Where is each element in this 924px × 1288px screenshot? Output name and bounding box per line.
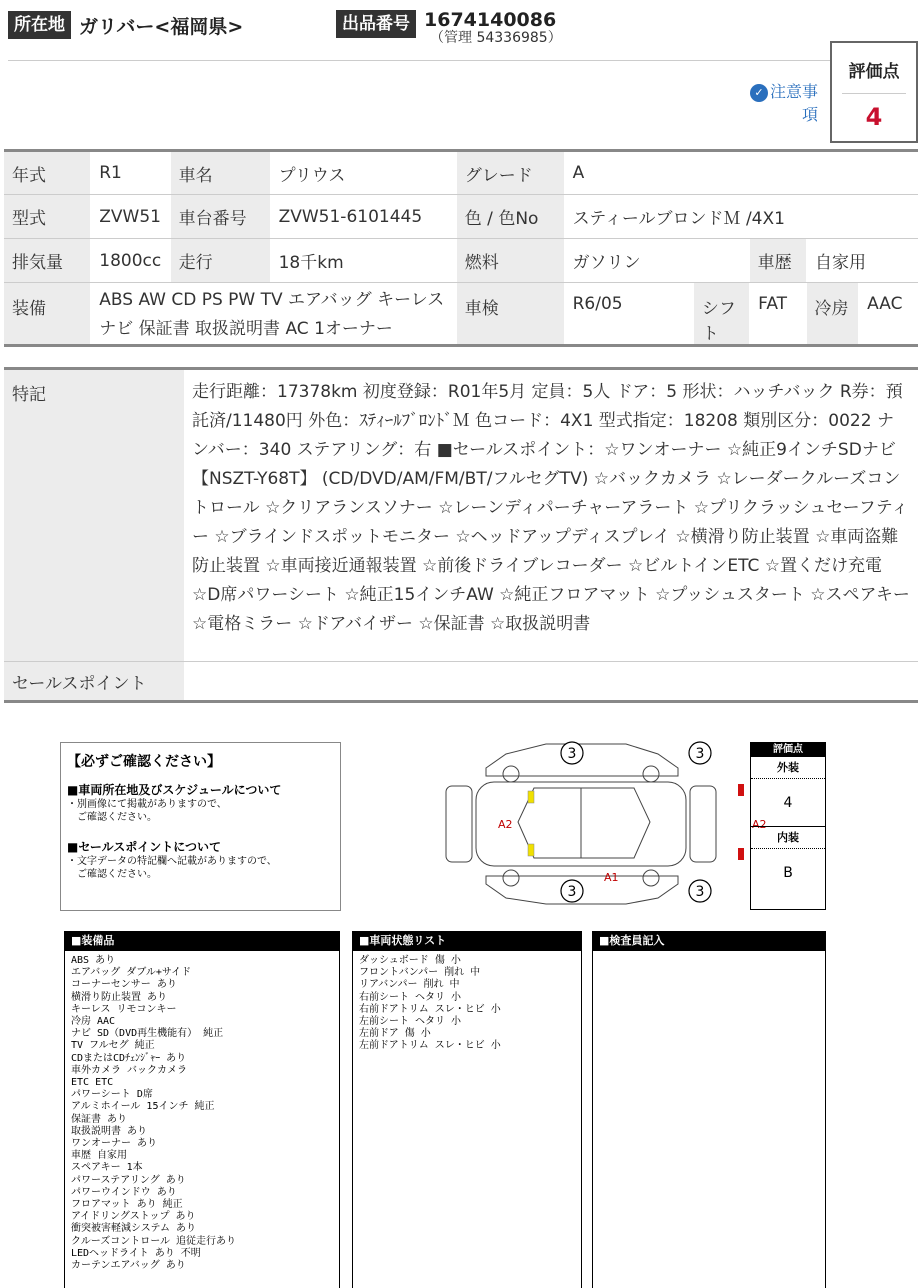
confirm-body-1a: ・別画像にて掲載がありますので、	[67, 799, 227, 810]
mark-a2-right: A2	[752, 818, 767, 831]
color-value: スティールブロンドＭ /4X1	[564, 195, 918, 239]
name-key: 車名	[171, 151, 270, 195]
chassis-value: ZVW51-6101445	[270, 195, 457, 239]
inspector-box	[592, 931, 826, 1288]
inspection-sheet	[60, 736, 830, 1288]
score-value: 4	[865, 103, 883, 131]
history-key: 車歴	[750, 239, 807, 283]
spec-row	[4, 283, 918, 346]
year-value: R1	[91, 151, 171, 195]
mark-circle-4: 3	[695, 884, 705, 900]
model-value: ZVW51	[91, 195, 171, 239]
lot-label: 出品番号	[336, 10, 416, 38]
confirm-heading-2: ■セールスポイントについて	[67, 840, 222, 854]
notes-value: 走行距離：17378km 初度登録：R01年5月 定員：5人 ドア：5 形状：ハッチバック R券：預託済/11480円 外色：ｽﾃｨｰﾙﾌﾞﾛﾝﾄﾞＭ 色コード：4X1 型式指定：18208 類別区分：0022 ナンバー：340 ステアリング：右 ■セールスポイント：☆ワンオーナー ☆純正9インチSDナビ【NSZT-Y68T】 (CD/DVD/AM/FM/BT/フルセグTV) ☆バックカメラ ☆レーダークルーズコントロール ☆クリアランスソナー ☆レーンディパーチャーアラート ☆プリクラッシュセーフティー ☆ブラインドスポットモニター ☆ヘッドアップディスプレイ ☆横滑り防止装置 ☆車両盗難防止装置 ☆車両接近通報装置 ☆前後ドライブレコーダー ☆ビルトインETC ☆置くだけ充電 ☆D席パワーシート ☆純正15インチAW ☆純正フロアマット ☆プッシュスタート ☆スペアキー ☆電格ミラー ☆ドアバイザー ☆保証書 ☆取扱説明書	[184, 369, 918, 662]
equipment-key: 装備	[4, 283, 91, 346]
confirm-heading-1: ■車両所在地及びスケジュールについて	[67, 783, 282, 797]
mark-a1: A1	[604, 871, 619, 884]
spec-row	[4, 195, 918, 239]
equipment-value: ABS AW CD PS PW TV エアバッグ キーレス ナビ 保証書 取扱説明書 AC 1オーナー	[91, 283, 457, 346]
exterior-label: 外装	[751, 757, 825, 779]
spec-table	[4, 149, 918, 347]
name-value: プリウス	[270, 151, 457, 195]
chassis-key: 車台番号	[171, 195, 270, 239]
damage-mark-yellow	[528, 791, 534, 803]
spec-row	[4, 239, 918, 283]
model-key: 型式	[4, 195, 91, 239]
sales-row	[4, 662, 918, 702]
damage-mark-red	[738, 784, 744, 796]
shift-value: FAT	[750, 283, 807, 346]
damage-mark-red	[738, 848, 744, 860]
equipment-list-box	[64, 931, 340, 1288]
grade-value: A	[564, 151, 918, 195]
inspection-value: R6/05	[564, 283, 694, 346]
equipment-list: ABS あり エアバッグ ダブル+サイド コーナーセンサー あり 横滑り防止装置 あり キーレス リモコンキー 冷房 AAC ナビ SD（DVD再生機能有） 純正 TV フルセグ 純正 CDまたはCDﾁｪﾝｼﾞｬｰ あり 車外カメラ バックカメラ ETC ETC パワーシート D席 アルミホイール 15インチ 純正 保証書 あり 取扱説明書 あり ワンオーナー あり 車歴 自家用 スペアキー 1本 パワーステアリング あり パワーウインドウ あり フロアマット あり 純正 アイドリングストップ あり 衝突被害軽減システム あり クルーズコントロール 追従走行あり LEDヘッドライト あり 不明 カーテンエアバッグ あり	[71, 955, 237, 1272]
mark-circle-1: 3	[567, 746, 577, 762]
year-key: 年式	[4, 151, 91, 195]
displacement-value: 1800cc	[91, 239, 171, 283]
history-value: 自家用	[807, 239, 918, 283]
shift-key: シフト	[694, 283, 750, 346]
sales-point-value	[184, 662, 918, 702]
mileage-key: 走行	[171, 239, 270, 283]
notes-key: 特記	[4, 369, 184, 662]
spec-row	[4, 151, 918, 195]
car-diagram	[436, 736, 767, 908]
fuel-key: 燃料	[457, 239, 564, 283]
condition-list-title: ■車両状態リスト	[353, 931, 581, 951]
notice-text-1: 注意事	[769, 82, 818, 101]
wheel-icon	[503, 766, 519, 782]
notice-text-2: 項	[801, 105, 818, 124]
confirm-box	[60, 742, 341, 911]
displacement-key: 排気量	[4, 239, 91, 283]
grade-key: グレード	[457, 151, 564, 195]
fuel-value: ガソリン	[564, 239, 750, 283]
damage-mark-yellow	[528, 844, 534, 856]
mark-circle-2: 3	[695, 746, 705, 762]
interior-label: 内装	[751, 827, 825, 849]
car-cabin	[518, 788, 650, 858]
mark-a2-left: A2	[498, 818, 513, 831]
sales-point-key: セールスポイント	[4, 662, 184, 702]
sheet-grade-title: 評価点	[751, 743, 825, 757]
chevron-down-icon: ✓	[750, 84, 768, 102]
location-header	[8, 10, 243, 40]
equipment-list-title: ■装備品	[65, 931, 339, 951]
location-label: 所在地	[8, 11, 71, 39]
ac-key: 冷房	[807, 283, 859, 346]
management-number: （管理 54336985）	[430, 30, 562, 46]
mark-circle-3: 3	[567, 884, 577, 900]
condition-list: ダッシュボード 傷 小 フロントバンパー 削れ 中 リアバンパー 削れ 中 右前シート ヘタリ 小 右前ドアトリム スレ・ヒビ 小 左前シート ヘタリ 小 左前ドア 傷 小 左前ドアトリム スレ・ヒビ 小	[359, 955, 501, 1052]
sheet-grade-box	[750, 742, 826, 910]
inspection-key: 車検	[457, 283, 564, 346]
remarks-row	[4, 369, 918, 662]
wheel-icon	[643, 766, 659, 782]
notice-link[interactable]	[728, 80, 818, 126]
ac-value: AAC	[859, 283, 918, 346]
score-label: 評価点	[848, 62, 900, 82]
lot-header	[336, 10, 562, 46]
exterior-value: 4	[751, 779, 825, 827]
confirm-body-2a: ・文字データの特記欄へ記載がありますので、	[67, 856, 277, 867]
inspector-title: ■検査員記入	[593, 931, 825, 951]
lot-number: 1674140086	[424, 9, 557, 31]
confirm-title: 【必ずご確認ください】	[67, 754, 221, 770]
confirm-body-2b: ご確認ください。	[67, 869, 157, 880]
interior-value: B	[783, 865, 793, 881]
car-rear-view	[690, 786, 716, 862]
car-front-view	[446, 786, 472, 862]
mileage-value: 18千km	[270, 239, 457, 283]
condition-list-box	[352, 931, 582, 1288]
score-box	[830, 41, 918, 143]
color-key: 色 / 色No	[457, 195, 564, 239]
remarks-table	[4, 367, 918, 703]
header-divider	[8, 60, 832, 61]
confirm-body-1b: ご確認ください。	[67, 812, 157, 823]
inspector-notes	[593, 951, 825, 959]
location-value: ガリバー<福岡県>	[79, 15, 244, 38]
